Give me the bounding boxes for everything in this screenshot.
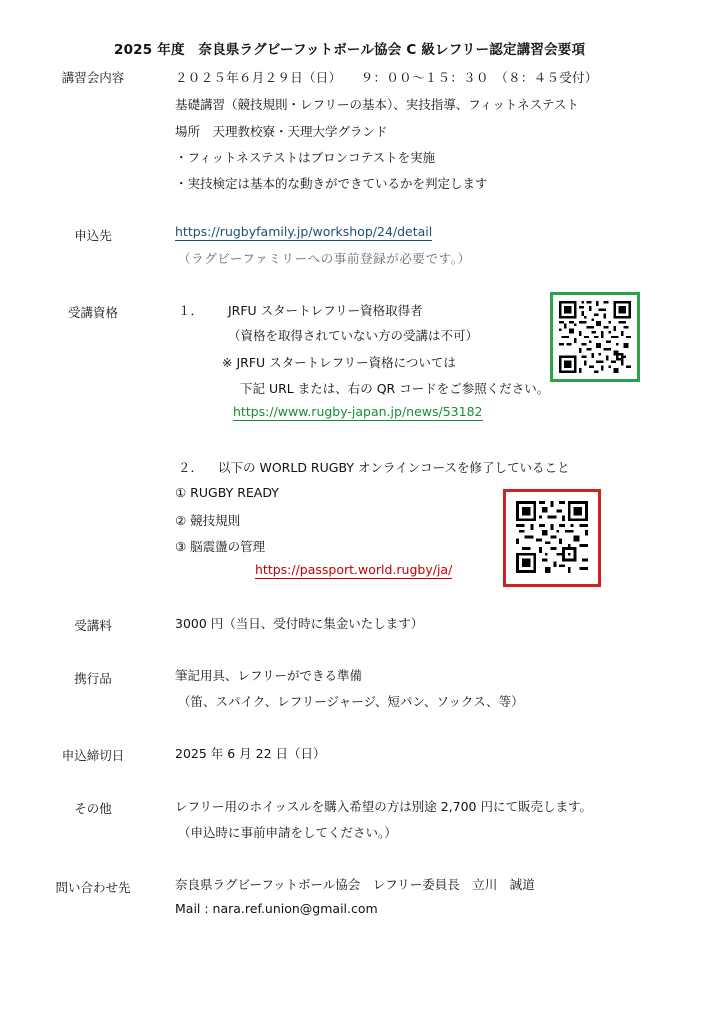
course-content: 基礎講習（競技規則・レフリーの基本）、実技指導、フィットネステスト bbox=[175, 97, 579, 112]
course-item-laws: ② 競技規則 bbox=[175, 513, 241, 528]
qualification-item2-text: 以下の WORLD RUGBY オンラインコースを修了していること bbox=[218, 460, 570, 475]
course-note-practical: ・実技検定は基本的な動きができているかを判定します bbox=[175, 176, 488, 191]
fee-label: 受講料 bbox=[74, 618, 112, 633]
qualification-item1-number: １． bbox=[178, 303, 204, 318]
contact-email[interactable]: Mail : nara.ref.union@gmail.com bbox=[175, 901, 378, 916]
qr-code-world-rugby[interactable] bbox=[503, 489, 601, 587]
course-date: ２０２５年６月２９日（日） ９：００～１５：３０ （８：４５受付） bbox=[175, 70, 598, 85]
qualification-item2-number: ２． bbox=[178, 460, 204, 475]
apply-link[interactable]: https://rugbyfamily.jp/workshop/24/detail bbox=[175, 224, 433, 239]
fee-text: 3000 円（当日、受付時に集金いたします） bbox=[175, 616, 424, 631]
bring-label: 携行品 bbox=[74, 671, 112, 686]
contact-name: 奈良県ラグビーフットボール協会 レフリー委員長 立川 誠道 bbox=[175, 877, 535, 892]
qualification-label: 受講資格 bbox=[67, 305, 118, 320]
course-item-concussion: ③ 脳震盪の管理 bbox=[175, 539, 266, 554]
qualification-item1-ref-detail: 下記 URL または、右の QR コードをご参照ください。 bbox=[240, 381, 550, 396]
qr-code-icon bbox=[516, 501, 588, 573]
course-note-fitness: ・フィットネステストはブロンコテストを実施 bbox=[175, 150, 436, 165]
qr-code-jrfu[interactable] bbox=[550, 292, 640, 382]
bring-items-detail: （笛、スパイク、レフリージャージ、短パン、ソックス、等） bbox=[178, 694, 524, 709]
world-rugby-passport-link[interactable]: https://passport.world.rugby/ja/ bbox=[255, 562, 453, 577]
qualification-item1-ref: ※ JRFU スタートレフリー資格については bbox=[222, 355, 456, 370]
deadline-label: 申込締切日 bbox=[61, 748, 125, 763]
qualification-item1-text: JRFU スタートレフリー資格取得者 bbox=[228, 303, 423, 318]
course-venue: 場所 天理教校寮・天理大学グランド bbox=[175, 124, 388, 139]
jrfu-news-link[interactable]: https://www.rugby-japan.jp/news/53182 bbox=[233, 404, 483, 419]
other-label: その他 bbox=[74, 801, 112, 816]
bring-items: 筆記用具、レフリーができる準備 bbox=[175, 668, 363, 683]
contact-label: 問い合わせ先 bbox=[55, 880, 131, 895]
document-title: 2025 年度 奈良県ラグビーフットボール協会 C 級レフリー認定講習会要項 bbox=[114, 42, 586, 58]
deadline-date: 2025 年 6 月 22 日（日） bbox=[175, 746, 326, 761]
apply-note: （ラグビーファミリーへの事前登録が必要です。） bbox=[178, 251, 471, 266]
course-label: 講習会内容 bbox=[61, 70, 125, 85]
qr-code-icon bbox=[559, 301, 631, 373]
qualification-item1-note: （資格を取得されていない方の受講は不可） bbox=[228, 328, 479, 343]
other-whistle-note: レフリー用のホイッスルを購入希望の方は別途 2,700 円にて販売します。 bbox=[175, 799, 592, 814]
other-whistle-note-detail: （申込時に事前申請をしてください。） bbox=[178, 825, 397, 840]
apply-label: 申込先 bbox=[74, 228, 112, 243]
course-item-rugby-ready: ① RUGBY READY bbox=[175, 485, 279, 500]
